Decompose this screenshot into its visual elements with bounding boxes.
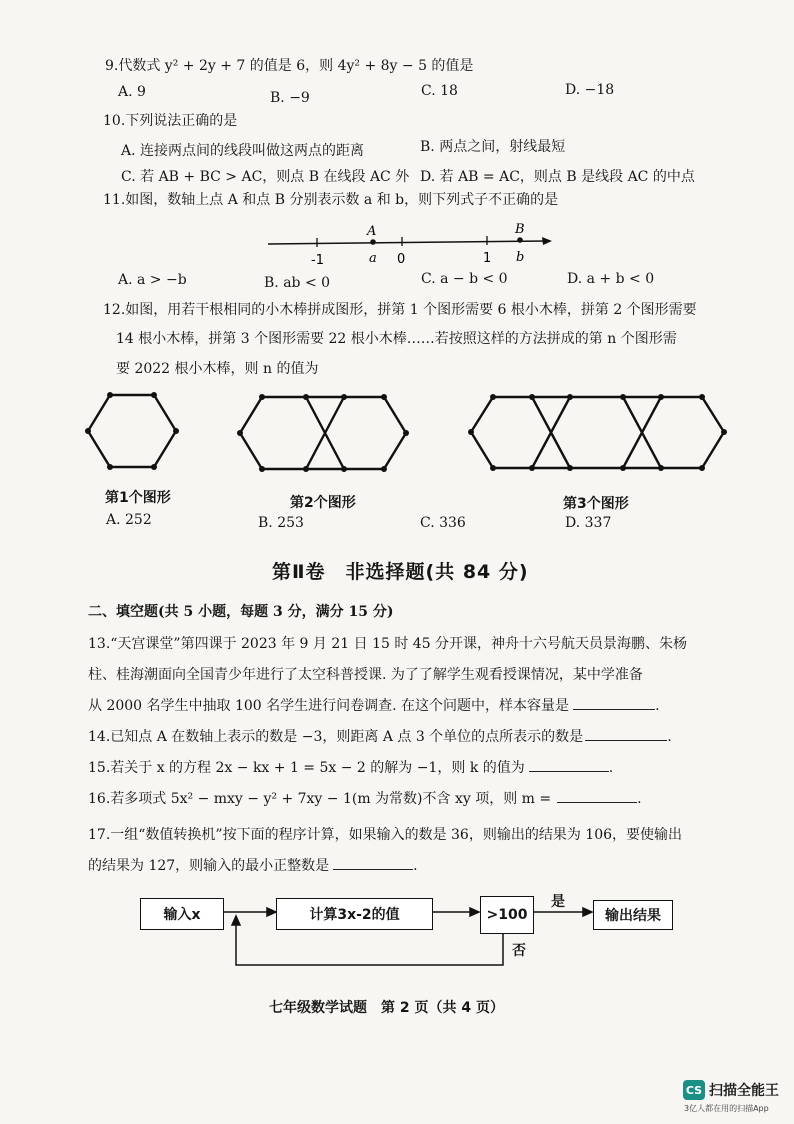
question-11-stem: 11.如图，数轴上点 A 和点 B 分别表示数 a 和 b，则下列式子不正确的是 bbox=[103, 192, 559, 208]
question-9-stem: 9.代数式 y² + 2y + 7 的值是 6，则 4y² + 8y − 5 的值是 bbox=[105, 58, 474, 74]
question-13-line-3: 从 2000 名学生中抽取 100 名学生进行问卷调查. 在这个问题中，样本容量是 . bbox=[88, 698, 660, 714]
question-17-line-1: 17.一组“数值转换机”按下面的程序计算，如果输入的数是 36，则输出的结果为 106，要使输出 bbox=[88, 827, 683, 843]
question-13-line-2: 柱、桂海潮面向全国青少年进行了太空科普授课. 为了了解学生观看授课情况，某中学准备 bbox=[88, 667, 643, 683]
tick-label-minus-one: -1 bbox=[311, 253, 324, 268]
question-16: 16.若多项式 5x² − mxy − y² + 7xy − 1(m 为常数)不含 xy 项，则 m = . bbox=[88, 791, 642, 807]
q10-option-c: C. 若 AB + BC > AC，则点 B 在线段 AC 外 bbox=[121, 169, 410, 185]
flowchart-compute-box: 计算3x-2的值 bbox=[276, 898, 433, 930]
q12-option-b: B. 253 bbox=[258, 515, 304, 531]
question-10-stem: 10.下列说法正确的是 bbox=[103, 113, 238, 129]
figure-3-outline bbox=[471, 397, 724, 468]
flowchart-output-box: 输出结果 bbox=[593, 900, 673, 930]
q17-answer-blank bbox=[333, 869, 413, 870]
question-15: 15.若关于 x 的方程 2x − kx + 1 = 5x − 2 的解为 −1，则 k 的值为 . bbox=[88, 760, 614, 776]
tick-label-one: 1 bbox=[483, 251, 492, 266]
q9-option-b: B. −9 bbox=[270, 90, 310, 106]
figure-1-hexagon bbox=[88, 395, 176, 467]
q12-option-a: A. 252 bbox=[106, 512, 152, 528]
q12-option-c: C. 336 bbox=[420, 515, 466, 531]
point-b-value: b bbox=[516, 250, 525, 265]
tick-label-zero: 0 bbox=[397, 252, 406, 267]
arrowhead-loop bbox=[232, 916, 240, 925]
q10-option-a: A. 连接两点间的线段叫做这两点的距离 bbox=[121, 143, 365, 159]
q11-option-b: B. ab < 0 bbox=[264, 275, 331, 291]
q10-option-b: B. 两点之间，射线最短 bbox=[420, 139, 566, 155]
number-line-arrow bbox=[542, 237, 552, 245]
q9-option-d: D. −18 bbox=[565, 82, 615, 98]
q10-option-d: D. 若 AB = AC，则点 B 是线段 AC 的中点 bbox=[420, 169, 695, 185]
q9-option-c: C. 18 bbox=[421, 83, 458, 99]
flowchart-connectors bbox=[140, 880, 700, 980]
figure-2-label: 第2个图形 bbox=[290, 495, 356, 511]
q11-option-d: D. a + b < 0 bbox=[567, 271, 655, 287]
scanner-brand: 扫描全能王 bbox=[709, 1083, 779, 1099]
figure-2-cross bbox=[306, 397, 344, 469]
flowchart-yes-label: 是 bbox=[551, 894, 565, 910]
flowchart-condition-box: >100 bbox=[480, 896, 534, 934]
question-14: 14.已知点 A 在数轴上表示的数是 −3，则距离 A 点 3 个单位的点所表示的数是 . bbox=[88, 729, 672, 745]
q11-option-a: A. a > −b bbox=[118, 272, 187, 288]
number-line-axis bbox=[268, 241, 547, 244]
page-footer: 七年级数学试题 第 2 页（共 4 页） bbox=[269, 1000, 504, 1016]
question-12-line-1: 12.如图，用若干根相同的小木棒拼成图形，拼第 1 个图形需要 6 根小木棒，拼第 2 个图形需要 bbox=[103, 302, 697, 318]
flowchart-input-box: 输入x bbox=[140, 898, 224, 930]
question-12-line-2: 14 根小木棒，拼第 3 个图形需要 22 根小木棒……若按照这样的方法拼成的第 n 个图形需 bbox=[116, 331, 677, 347]
q15-answer-blank bbox=[529, 771, 609, 772]
q12-option-d: D. 337 bbox=[565, 515, 612, 531]
q14-answer-blank bbox=[585, 740, 667, 741]
question-12-line-3: 要 2022 根小木棒，则 n 的值为 bbox=[116, 361, 319, 377]
point-b-dot bbox=[517, 237, 523, 243]
figure-3-cross-1 bbox=[532, 397, 570, 468]
fill-in-blank-heading: 二、填空题(共 5 小题，每题 3 分，满分 15 分) bbox=[88, 604, 394, 620]
point-a-label: A bbox=[367, 224, 377, 239]
figure-3-label: 第3个图形 bbox=[563, 496, 629, 512]
arrowhead-1 bbox=[267, 908, 276, 916]
section-2-title: 第Ⅱ卷 非选择题(共 84 分) bbox=[272, 561, 529, 583]
q13-answer-blank bbox=[573, 709, 655, 710]
scanner-logo-icon: CS bbox=[683, 1080, 705, 1100]
figure-3-cross-2 bbox=[623, 397, 661, 468]
stick-figures bbox=[80, 385, 740, 485]
number-line-figure bbox=[262, 220, 562, 268]
point-a-dot bbox=[370, 239, 376, 245]
arrowhead-2 bbox=[470, 908, 479, 916]
q16-answer-blank bbox=[557, 802, 637, 803]
q11-option-c: C. a − b < 0 bbox=[421, 271, 508, 287]
q9-option-a: A. 9 bbox=[118, 84, 146, 100]
question-17-line-2: 的结果为 127，则输入的最小正整数是 . bbox=[88, 858, 418, 874]
question-13-line-1: 13.“天宫课堂”第四课于 2023 年 9 月 21 日 15 时 45 分开课，神舟十六号航天员景海鹏、朱杨 bbox=[88, 636, 688, 652]
figure-1-label: 第1个图形 bbox=[105, 490, 171, 506]
figure-2-outline bbox=[240, 397, 406, 469]
scanner-tagline: 3亿人都在用的扫描App bbox=[684, 1104, 769, 1113]
point-b-label: B bbox=[515, 222, 525, 237]
arrowhead-3 bbox=[583, 908, 592, 916]
flowchart-no-label: 否 bbox=[512, 943, 526, 959]
point-a-value: a bbox=[369, 251, 377, 266]
